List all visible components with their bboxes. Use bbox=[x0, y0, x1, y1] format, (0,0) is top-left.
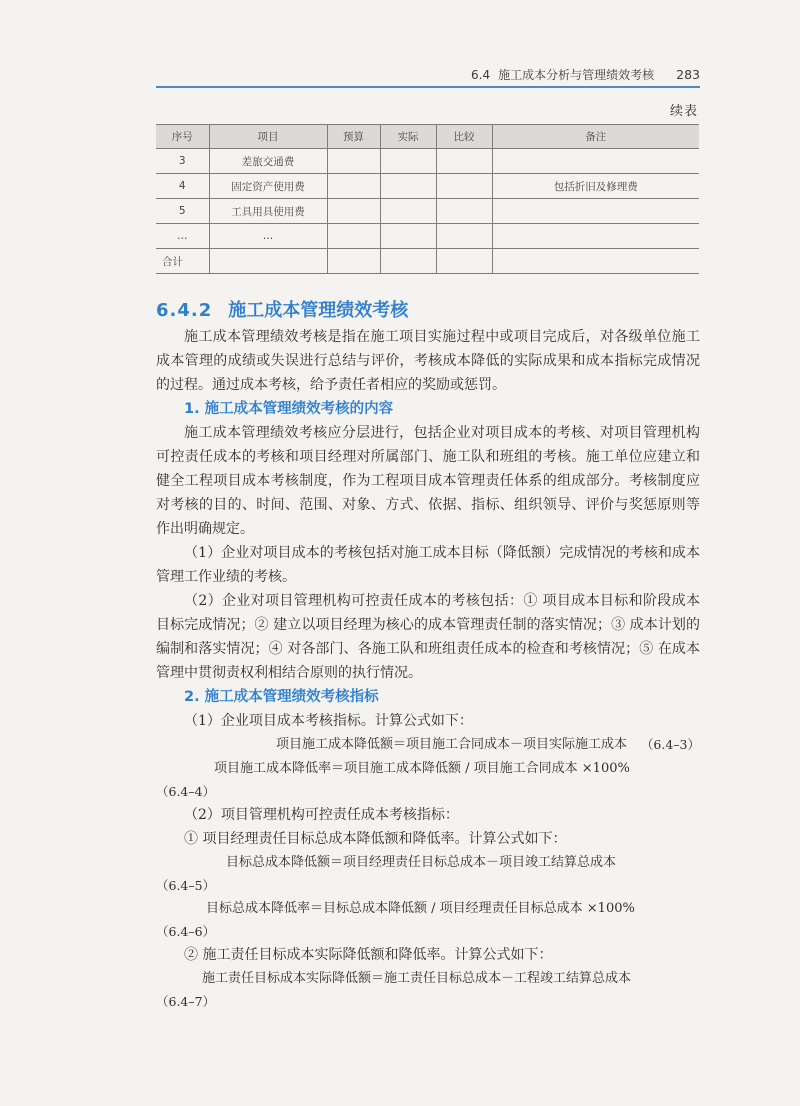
subheading-indicators: 2. 施工成本管理绩效考核指标 bbox=[184, 689, 379, 705]
cost-table bbox=[156, 124, 699, 274]
col-header: 备注 bbox=[492, 125, 699, 149]
cell-no: 5 bbox=[156, 199, 209, 224]
cell-note bbox=[492, 149, 699, 174]
formula-text: 项目施工成本降低额＝项目施工合同成本－项目实际施工成本 bbox=[276, 737, 628, 752]
col-header: 序号 bbox=[156, 125, 209, 149]
cell-note: 包括折旧及修理费 bbox=[492, 174, 699, 199]
running-header bbox=[156, 66, 700, 83]
body-text bbox=[156, 325, 700, 1013]
cell-note bbox=[492, 199, 699, 224]
cell-no: 4 bbox=[156, 174, 209, 199]
col-header: 实际 bbox=[380, 125, 436, 149]
page-number: 283 bbox=[676, 67, 700, 82]
formula-6-4-6: 目标总成本降低率＝目标总成本降低额 / 项目经理责任目标总成本 ×100% bbox=[206, 901, 635, 916]
formula-6-4-7: 施工责任目标成本实际降低额＝施工责任目标总成本－工程竣工结算总成本 bbox=[202, 971, 632, 986]
table-row bbox=[156, 149, 699, 174]
formula-6-4-4: 项目施工成本降低率＝项目施工成本降低额 / 项目施工合同成本 ×100% bbox=[214, 761, 630, 776]
cell-no: … bbox=[156, 224, 209, 249]
equation-number: （6.4–6） bbox=[156, 924, 216, 939]
cell-actual bbox=[380, 199, 436, 224]
col-header: 预算 bbox=[327, 125, 380, 149]
cell-note bbox=[492, 224, 699, 249]
formula-6-4-5: 目标总成本降低额＝项目经理责任目标总成本－项目竣工结算总成本 bbox=[226, 855, 617, 870]
cell-compare bbox=[436, 199, 492, 224]
cell-item: 工具用具使用费 bbox=[209, 199, 327, 224]
table-row bbox=[156, 224, 699, 249]
indicator-sub-a: ① 项目经理责任目标总成本降低额和降低率。计算公式如下： bbox=[184, 831, 567, 847]
section-heading bbox=[156, 296, 408, 322]
table-header-row bbox=[156, 125, 699, 149]
content-item-1: （1）企业对项目成本的考核包括对施工成本目标（降低额）完成情况的考核和成本管理工作业绩的考核。 bbox=[156, 545, 700, 585]
table-row bbox=[156, 174, 699, 199]
indicator-item-1: （1）企业项目成本考核指标。计算公式如下： bbox=[184, 713, 473, 729]
header-section-number: 6.4 bbox=[471, 68, 491, 82]
section-title: 施工成本管理绩效考核 bbox=[228, 300, 409, 321]
equation-number: （6.4–4） bbox=[156, 784, 216, 799]
cell-budget bbox=[327, 199, 380, 224]
indicator-item-2: （2）项目管理机构可控责任成本考核指标： bbox=[184, 807, 459, 823]
equation-number: （6.4–3） bbox=[640, 737, 700, 752]
section-number: 6.4.2 bbox=[156, 300, 213, 321]
table-continued-label: 续表 bbox=[669, 104, 698, 119]
equation-number: （6.4–5） bbox=[156, 878, 216, 893]
cell-budget bbox=[327, 224, 380, 249]
col-header: 项目 bbox=[209, 125, 327, 149]
equation-number: （6.4–7） bbox=[156, 994, 216, 1009]
intro-paragraph: 施工成本管理绩效考核是指在施工项目实施过程中或项目完成后，对各级单位施工成本管理的成绩或失误进行总结与评价，考核成本降低的实际成果和成本指标完成情况的过程。通过成本考核，给予责任者相应的奖励或惩罚。 bbox=[156, 329, 700, 393]
cell-actual bbox=[380, 149, 436, 174]
content-item-2: （2）企业对项目管理机构可控责任成本的考核包括：① 项目成本目标和阶段成本目标完成情况；② 建立以项目经理为核心的成本管理责任制的落实情况；③ 成本计划的编制和落实情况；④ 对各部门、各施工队和班组责任成本的检查和考核情况；⑤ 在成本管理中贯彻责权利相结合原则的执行情况。 bbox=[156, 593, 700, 681]
cell-budget bbox=[327, 174, 380, 199]
cell-compare bbox=[436, 174, 492, 199]
cell-actual bbox=[380, 174, 436, 199]
header-section-title: 施工成本分析与管理绩效考核 bbox=[498, 68, 655, 82]
subheading-content: 1. 施工成本管理绩效考核的内容 bbox=[184, 401, 394, 417]
cell-no: 3 bbox=[156, 149, 209, 174]
cell-compare bbox=[436, 224, 492, 249]
header-rule bbox=[156, 86, 700, 88]
cell-actual bbox=[380, 224, 436, 249]
total-label: 合计 bbox=[156, 249, 209, 274]
cell-item: … bbox=[209, 224, 327, 249]
cell-budget bbox=[327, 149, 380, 174]
col-header: 比较 bbox=[436, 125, 492, 149]
cell-item: 差旅交通费 bbox=[209, 149, 327, 174]
content-paragraph: 施工成本管理绩效考核应分层进行，包括企业对项目成本的考核、对项目管理机构可控责任成本的考核和项目经理对所属部门、施工队和班组的考核。施工单位应建立和健全工程项目成本考核制度，作为工程项目成本管理责任体系的组成部分。考核制度应对考核的目的、时间、范围、对象、方式、依据、指标、组织领导、评价与奖惩原则等作出明确规定。 bbox=[156, 425, 700, 537]
table-total-row bbox=[156, 249, 699, 274]
indicator-sub-b: ② 施工责任目标成本实际降低额和降低率。计算公式如下： bbox=[184, 947, 553, 963]
formula-6-4-3 bbox=[156, 733, 700, 757]
table-row bbox=[156, 199, 699, 224]
cell-item: 固定资产使用费 bbox=[209, 174, 327, 199]
cell-compare bbox=[436, 149, 492, 174]
